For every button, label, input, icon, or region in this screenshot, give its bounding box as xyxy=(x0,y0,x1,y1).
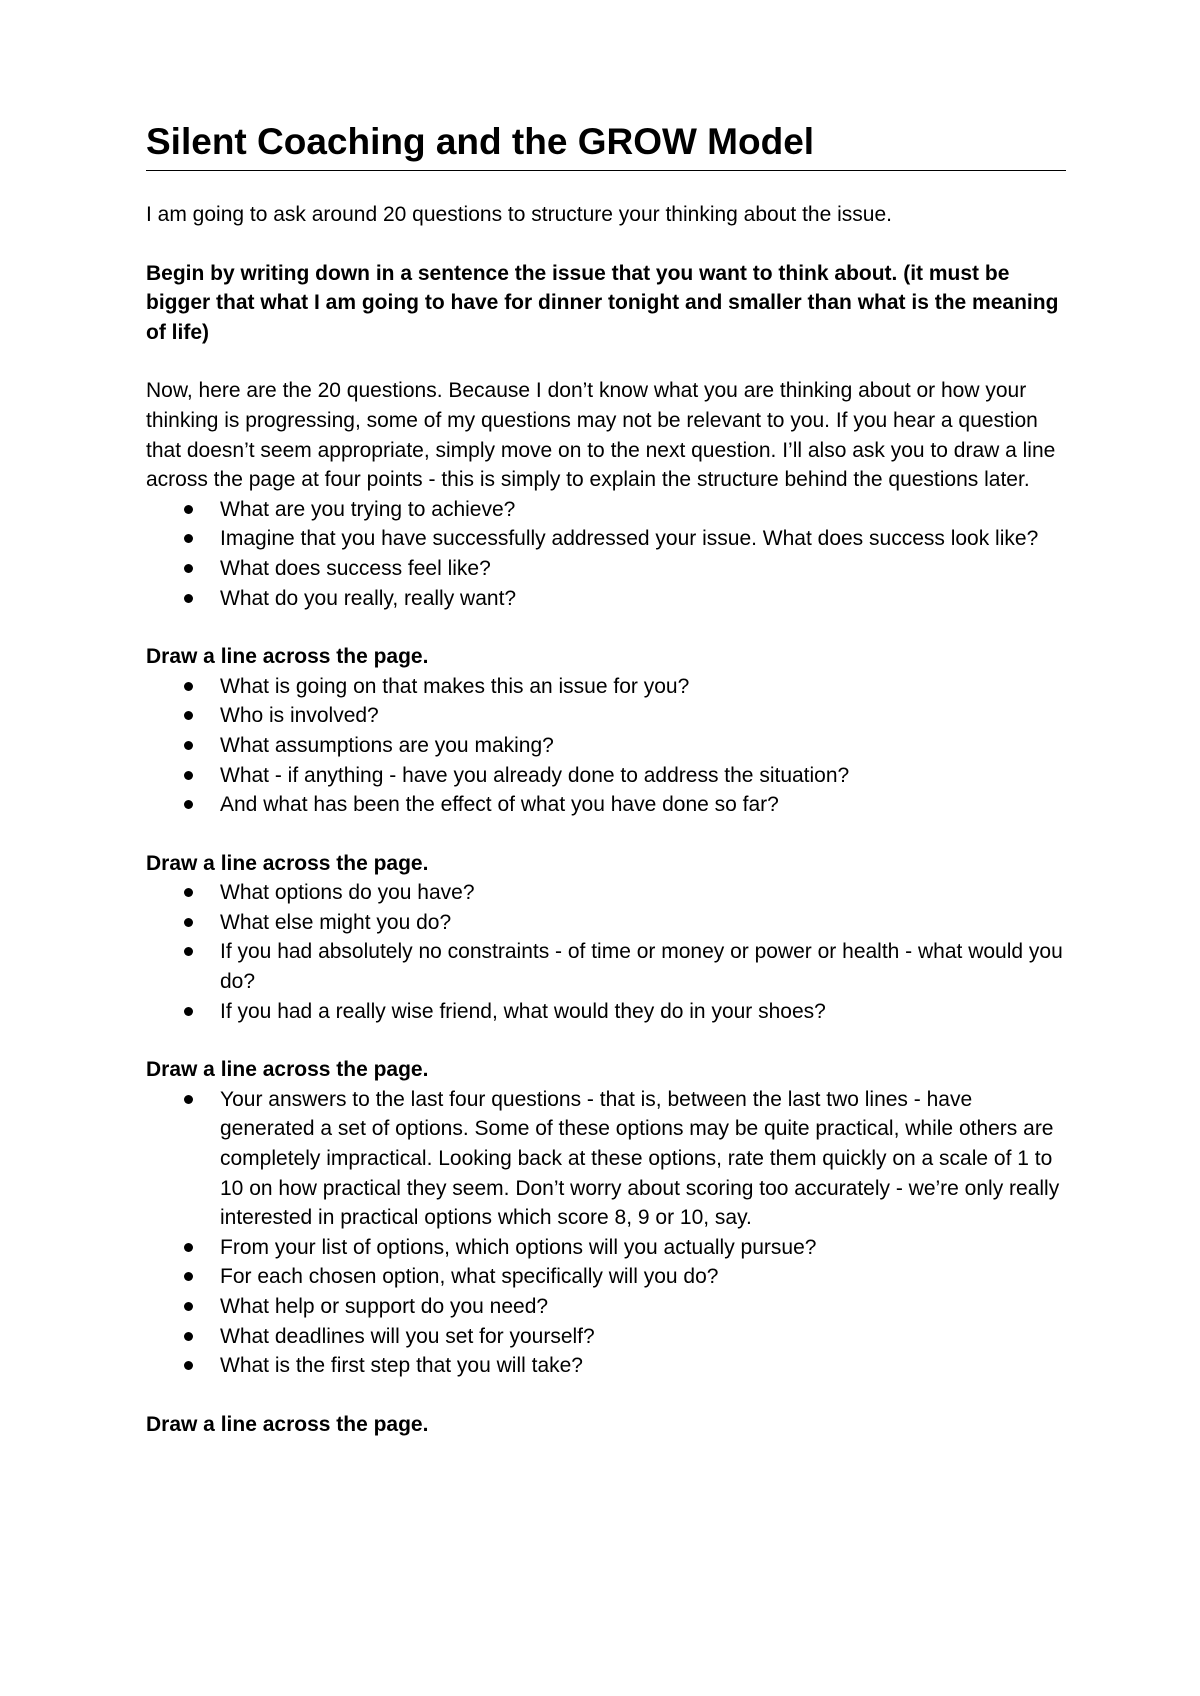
question-item xyxy=(146,731,1066,761)
bullet-icon xyxy=(184,711,193,720)
document-page xyxy=(146,118,1066,1439)
bullet-icon xyxy=(184,505,193,514)
bullet-icon xyxy=(184,1332,193,1341)
question-item xyxy=(146,1292,1066,1322)
question-item xyxy=(146,937,1066,996)
section-heading: Draw a line across the page. xyxy=(146,851,429,875)
question-item xyxy=(146,997,1066,1027)
bullet-icon xyxy=(184,1095,193,1104)
question-text: For each chosen option, what specifically will you do? xyxy=(220,1265,719,1289)
question-list xyxy=(146,495,1066,613)
question-text: What else might you do? xyxy=(220,910,452,934)
intro-paragraph: I am going to ask around 20 questions to structure your thinking about the issue. xyxy=(146,203,892,226)
section-heading: Draw a line across the page. xyxy=(146,1412,429,1436)
question-item xyxy=(146,554,1066,584)
bullet-icon xyxy=(184,1272,193,1281)
question-text: What do you really, really want? xyxy=(220,586,517,610)
question-item xyxy=(146,701,1066,731)
question-text: What does success feel like? xyxy=(220,556,491,580)
question-text: What is the first step that you will take? xyxy=(220,1354,583,1378)
question-list xyxy=(146,1085,1066,1381)
question-item xyxy=(146,878,1066,908)
question-item xyxy=(146,1322,1066,1352)
bullet-icon xyxy=(184,741,193,750)
question-item xyxy=(146,524,1066,554)
question-text: What deadlines will you set for yourself? xyxy=(220,1324,595,1348)
question-text: If you had a really wise friend, what would they do in your shoes? xyxy=(220,999,826,1023)
question-item xyxy=(146,495,1066,525)
section-heading: Draw a line across the page. xyxy=(146,645,429,669)
question-item xyxy=(146,908,1066,938)
question-item xyxy=(146,1233,1066,1263)
bullet-icon xyxy=(184,888,193,897)
section-heading: Draw a line across the page. xyxy=(146,1058,429,1082)
instruction-paragraph: Begin by writing down in a sentence the issue that you want to think about. (it must be bigger that what I am going to have for dinner tonight and smaller than what is the meaning of life) xyxy=(146,261,1059,344)
bullet-icon xyxy=(184,947,193,956)
question-text: From your list of options, which options will you actually pursue? xyxy=(220,1235,817,1259)
question-sections xyxy=(146,495,1066,1440)
question-text: What is going on that makes this an issue for you? xyxy=(220,674,690,698)
bullet-icon xyxy=(184,1302,193,1311)
explanation-paragraph: Now, here are the 20 questions. Because I don’t know what you are thinking about or how your thinking is progressing, some of my questions may not be relevant to you. If you hear a question that doesn’t seem appropriate, simply move on to the next question. I’ll also ask you to draw a line across the page at four points - this is simply to explain the structure behind the questions later. xyxy=(146,379,1056,492)
question-list xyxy=(146,878,1066,1026)
question-item xyxy=(146,761,1066,791)
question-text: What help or support do you need? xyxy=(220,1295,549,1318)
bullet-icon xyxy=(184,1007,193,1016)
question-item xyxy=(146,672,1066,702)
bullet-icon xyxy=(184,1243,193,1252)
question-text: If you had absolutely no constraints - of time or money or power or health - what would you do? xyxy=(220,940,1063,994)
question-text: Imagine that you have successfully addressed your issue. What does success look like? xyxy=(220,527,1039,551)
bullet-icon xyxy=(184,564,193,573)
question-text: Your answers to the last four questions - that is, between the last two lines - have generated a set of options. Some of these options may be quite practical, while others are completely impractical. Looking back at these options, rate them quickly on a scale of 1 to 10 on how practical they seem. Don’t worry about scoring too accurately - we’re only really interested in practical options which score 8, 9 or 10, say. xyxy=(220,1087,1060,1230)
question-list xyxy=(146,672,1066,820)
bullet-icon xyxy=(184,682,193,691)
question-text: What options do you have? xyxy=(220,881,475,905)
bullet-icon xyxy=(184,534,193,543)
question-item xyxy=(146,1085,1066,1233)
question-text: What - if anything - have you already done to address the situation? xyxy=(220,763,850,787)
page-title: Silent Coaching and the GROW Model xyxy=(146,118,1066,171)
bullet-icon xyxy=(184,800,193,809)
question-item xyxy=(146,1262,1066,1292)
bullet-icon xyxy=(184,594,193,603)
bullet-icon xyxy=(184,918,193,927)
question-item xyxy=(146,584,1066,614)
bullet-icon xyxy=(184,771,193,780)
question-item xyxy=(146,790,1066,820)
question-text: What assumptions are you making? xyxy=(220,733,554,757)
question-item xyxy=(146,1351,1066,1381)
question-text: And what has been the effect of what you have done so far? xyxy=(220,793,779,817)
question-text: What are you trying to achieve? xyxy=(220,497,516,521)
bullet-icon xyxy=(184,1361,193,1370)
question-text: Who is involved? xyxy=(220,704,379,728)
